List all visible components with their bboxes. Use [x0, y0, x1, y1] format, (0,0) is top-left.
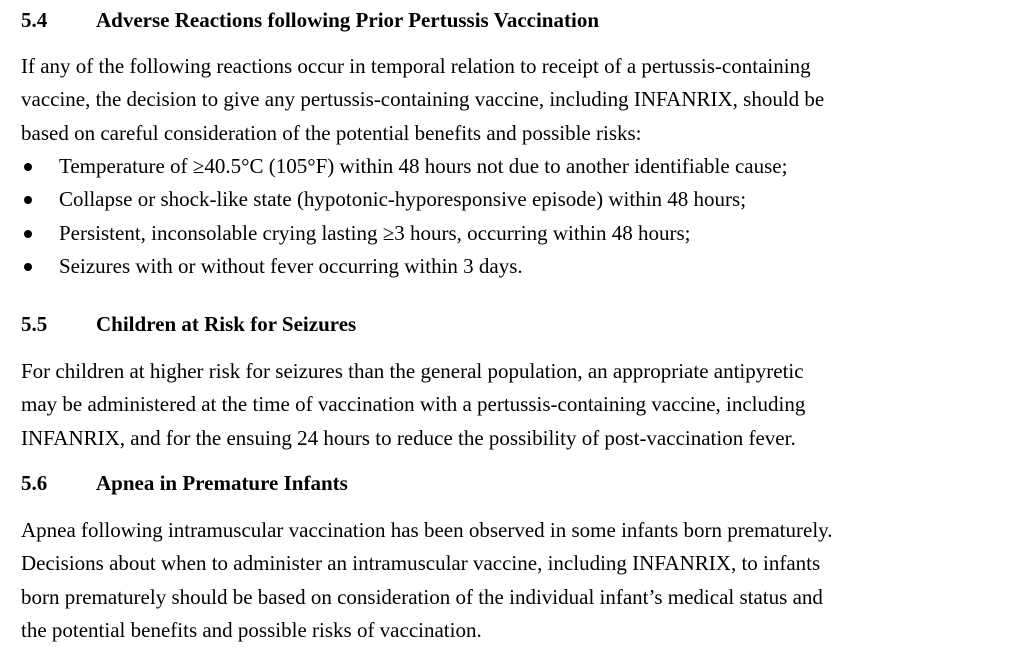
section-5-4-intro: [21, 50, 1006, 150]
list-item: Temperature of ≥40.5°C (105°F) within 48 hours not due to another identifiable cause;: [21, 150, 787, 183]
text-line: If any of the following reactions occur in temporal relation to receipt of a pertussis-containing: [21, 54, 811, 78]
text-line: vaccine, the decision to give any pertussis-containing vaccine, including INFANRIX, should be: [21, 87, 825, 112]
section-title: Adverse Reactions following Prior Pertussis Vaccination: [96, 8, 599, 32]
bullet-icon: [24, 230, 32, 238]
text-line: For children at higher risk for seizures than the general population, an appropriate antipyretic: [21, 359, 804, 383]
text-line: the potential benefits and possible risks of vaccination.: [21, 617, 482, 642]
section-5-5-body: [21, 355, 1006, 455]
section-title: Children at Risk for Seizures: [96, 312, 357, 336]
section-heading-5-5: [21, 312, 356, 336]
list-item: Persistent, inconsolable crying lasting ≥3 hours, occurring within 48 hours;: [21, 217, 787, 250]
text-line: based on careful consideration of the potential benefits and possible risks:: [21, 120, 642, 145]
bullet-icon: [24, 263, 32, 271]
list-item: Seizures with or without fever occurring within 3 days.: [21, 250, 787, 283]
bullet-icon: [24, 196, 32, 204]
section-heading-5-4: [21, 8, 599, 32]
section-number: 5.4: [21, 8, 48, 32]
text-line: may be administered at the time of vaccination with a pertussis-containing vaccine, including: [21, 392, 806, 417]
section-title: Apnea in Premature Infants: [96, 471, 348, 495]
section-heading-5-6: [21, 471, 348, 495]
text-line: INFANRIX, and for the ensuing 24 hours to reduce the possibility of post-vaccination fever.: [21, 425, 796, 450]
text-line: born prematurely should be based on consideration of the individual infant’s medical status and: [21, 584, 823, 609]
text-line: Decisions about when to administer an intramuscular vaccine, including INFANRIX, to infants: [21, 551, 821, 576]
contraindication-list: [21, 150, 787, 283]
section-5-6-body: [21, 514, 1006, 647]
section-number: 5.6: [21, 471, 48, 495]
text-line: Apnea following intramuscular vaccination has been observed in some infants born prematurely.: [21, 518, 833, 542]
bullet-icon: [24, 163, 32, 171]
section-number: 5.5: [21, 312, 48, 336]
list-item: Collapse or shock-like state (hypotonic-hyporesponsive episode) within 48 hours;: [21, 183, 787, 216]
